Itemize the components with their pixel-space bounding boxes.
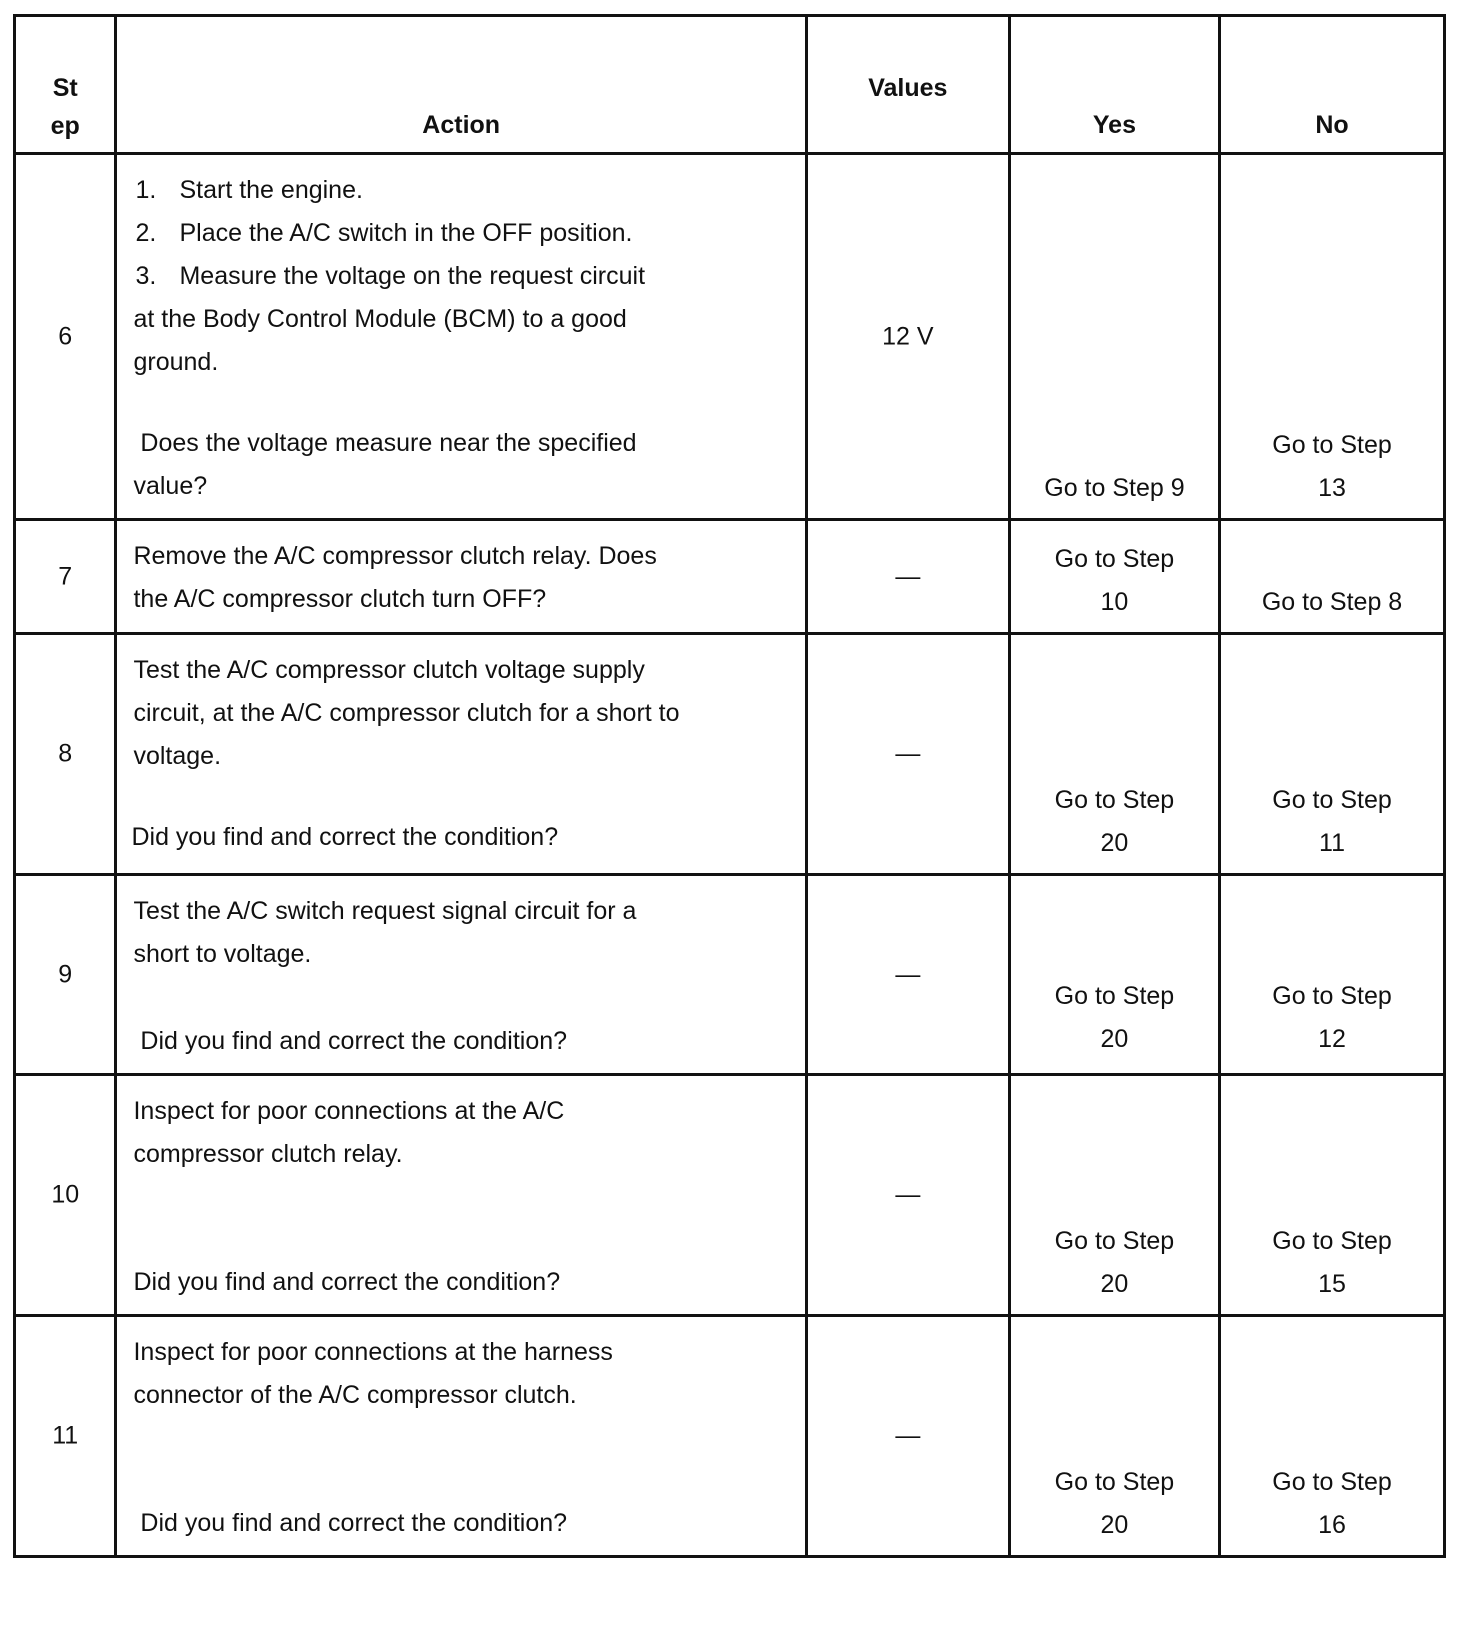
yes-cell	[1009, 520, 1219, 634]
header-values-label: Values	[868, 74, 948, 102]
action-cell	[116, 1316, 806, 1557]
table-row-step-6	[15, 154, 1445, 520]
action-continuation-1: at the Body Control Module (BCM) to a good	[133, 305, 627, 333]
yes-cell	[1009, 154, 1219, 520]
value-text: —	[895, 1180, 921, 1209]
value-cell	[806, 154, 1009, 520]
table-row-step-11	[15, 1316, 1445, 1557]
header-step	[15, 16, 116, 154]
yes-text: Go to Step 20	[1054, 786, 1175, 857]
header-step-label: St ep	[50, 74, 80, 140]
action-step-1: 1. Start the engine.	[135, 176, 363, 204]
step-number: 9	[58, 960, 73, 988]
action-text: Test the A/C compressor clutch voltage supply circuit, at the A/C compressor clutch for a short to voltage.	[133, 656, 680, 770]
yes-text: Go to Step 10	[1054, 545, 1175, 616]
step-number: 8	[58, 739, 73, 768]
action-question: Did you find and correct the condition?	[131, 823, 559, 851]
yes-cell	[1009, 634, 1219, 875]
yes-text: Go to Step 20	[1054, 1468, 1175, 1539]
value-text: 12 V	[882, 322, 934, 350]
value-cell	[806, 634, 1009, 875]
table-row-step-7	[15, 520, 1445, 634]
header-no-label: No	[1315, 111, 1349, 139]
action-text: Remove the A/C compressor clutch relay. Does the A/C compressor clutch turn OFF?	[133, 542, 657, 613]
table-row-step-9	[15, 875, 1445, 1075]
no-cell	[1220, 634, 1445, 875]
value-cell	[806, 875, 1009, 1075]
step-number: 10	[51, 1180, 80, 1209]
yes-text: Go to Step 20	[1054, 1227, 1175, 1298]
action-question: Did you find and correct the condition?	[133, 1027, 568, 1055]
step-number: 11	[52, 1421, 79, 1450]
header-yes-label: Yes	[1092, 111, 1136, 139]
header-values	[806, 16, 1009, 154]
action-continuation-2: ground.	[133, 348, 219, 376]
no-text: Go to Step 12	[1272, 982, 1392, 1053]
step-number: 6	[58, 322, 73, 350]
header-action-label: Action	[422, 111, 501, 139]
yes-cell	[1009, 1316, 1219, 1557]
action-cell	[116, 154, 806, 520]
action-text: Inspect for poor connections at the harness connector of the A/C compressor clutch.	[133, 1338, 613, 1409]
header-yes	[1009, 16, 1219, 154]
table-row-step-10	[15, 1075, 1445, 1316]
yes-cell	[1009, 1075, 1219, 1316]
step-cell	[15, 1316, 116, 1557]
step-cell	[15, 634, 116, 875]
header-row	[15, 16, 1445, 154]
step-cell	[15, 520, 116, 634]
no-cell	[1220, 520, 1445, 634]
step-cell	[15, 154, 116, 520]
diagnostic-table	[13, 14, 1446, 1558]
step-number: 7	[58, 562, 73, 590]
yes-text: Go to Step 20	[1054, 982, 1175, 1053]
action-cell	[116, 634, 806, 875]
no-text: Go to Step 11	[1272, 786, 1392, 857]
value-cell	[806, 1075, 1009, 1316]
action-cell	[116, 520, 806, 634]
no-cell	[1220, 875, 1445, 1075]
action-cell	[116, 875, 806, 1075]
value-cell	[806, 520, 1009, 634]
yes-cell	[1009, 875, 1219, 1075]
header-action	[116, 16, 806, 154]
value-text: —	[895, 960, 921, 988]
action-question: Does the voltage measure near the specified value?	[133, 429, 637, 500]
no-cell	[1220, 1075, 1445, 1316]
yes-text: Go to Step 9	[1044, 474, 1185, 502]
no-text: Go to Step 15	[1272, 1227, 1392, 1298]
action-text	[133, 169, 794, 384]
action-question: Did you find and correct the condition?	[133, 1509, 568, 1537]
value-cell	[806, 1316, 1009, 1557]
header-no	[1220, 16, 1445, 154]
action-text: Test the A/C switch request signal circuit for a short to voltage.	[133, 897, 637, 968]
value-text: —	[895, 1421, 921, 1450]
no-text: Go to Step 13	[1272, 431, 1392, 502]
action-question: Did you find and correct the condition?	[133, 1268, 561, 1296]
action-step-2: 2. Place the A/C switch in the OFF position.	[135, 219, 633, 247]
value-text: —	[895, 739, 921, 768]
step-cell	[15, 875, 116, 1075]
table-row-step-8	[15, 634, 1445, 875]
value-text: —	[895, 562, 921, 590]
step-cell	[15, 1075, 116, 1316]
no-text: Go to Step 8	[1261, 588, 1403, 616]
action-text: Inspect for poor connections at the A/C compressor clutch relay.	[133, 1097, 565, 1168]
no-text: Go to Step 16	[1272, 1468, 1392, 1539]
no-cell	[1220, 154, 1445, 520]
action-step-3: 3. Measure the voltage on the request circuit	[135, 262, 646, 290]
no-cell	[1220, 1316, 1445, 1557]
action-cell	[116, 1075, 806, 1316]
